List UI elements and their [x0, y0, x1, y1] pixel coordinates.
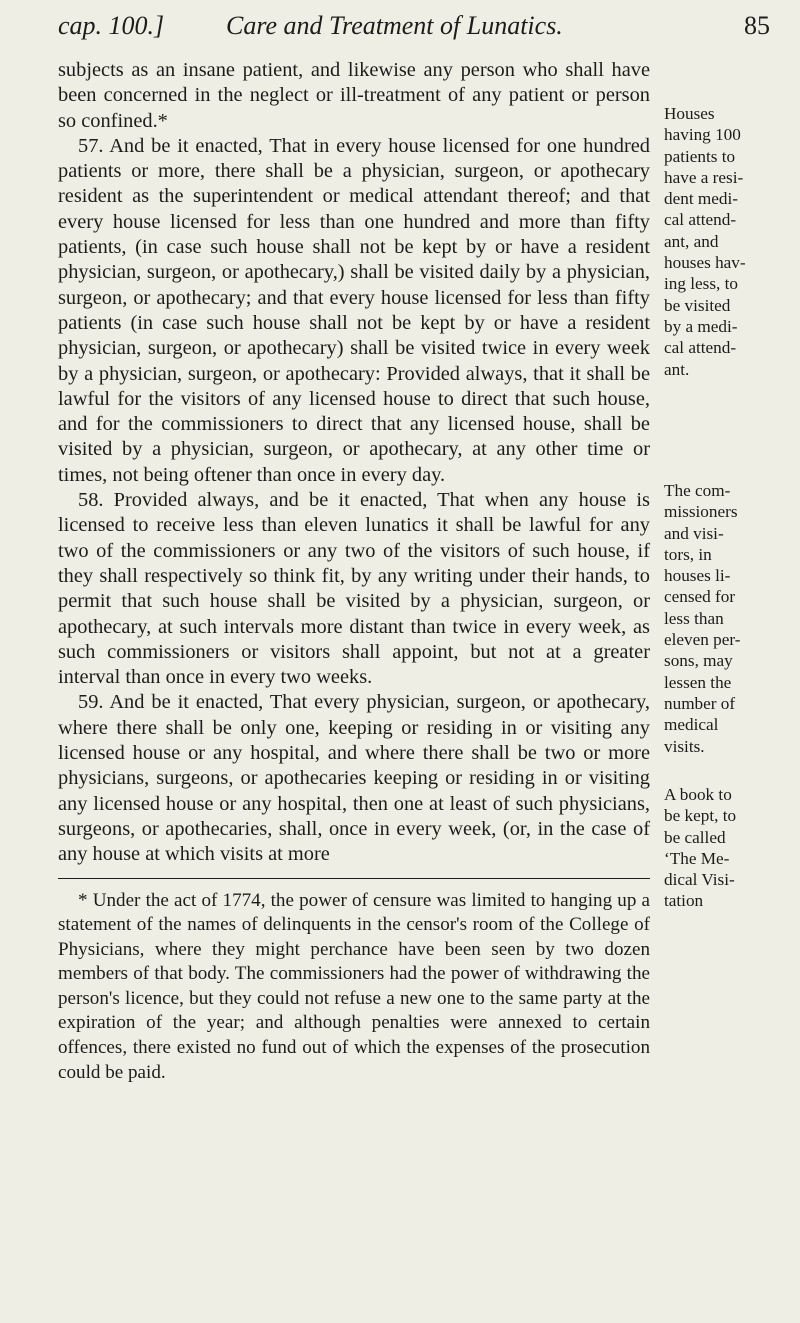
margin-note-line: censed for [664, 587, 736, 607]
margin-note-line: missioners [664, 502, 738, 522]
margin-note-line: Houses [664, 104, 715, 123]
margin-note-line: cal attend- [664, 210, 737, 230]
margin-note-line: and visi- [664, 523, 724, 543]
footnote-divider [58, 878, 650, 879]
margin-note-line: visits. [664, 736, 705, 756]
margin-note-line: houses hav- [664, 253, 746, 273]
margin-note-line: be called [664, 827, 726, 847]
chapter-reference: cap. 100.] [58, 11, 165, 40]
margin-note-line: dent medi- [664, 189, 738, 209]
margin-note-line: tation [664, 891, 704, 911]
margin-note-line: ant. [664, 359, 690, 379]
paragraph-section-57: 57. And be it enacted, That in every house licensed for one hundred patients or more, there shall be a physician, surgeon, or apothecary resident as the superintendent or medical attendant thereof; and that every house licensed for less than one hundred and more than fifty patients, (in case such house shall not be kept by or have a resident physician, surgeon, or apothecary,) shall be visited daily by a physician, surgeon, or apothecary; and that every house licensed for less than fifty patients (in case such house shall not be kept by or have a resident physician, surgeon, or apothecary) shall be visited twice in every week by a physician, surgeon, or apothecary: Provided always, that it shall be lawful for the visitors of any licensed house to direct that such house, and for the commissioners to direct that any licensed house, shall be visited by a physician, surgeon, or apothecary, at any other time or times, not being oftener than once in every day. [58, 134, 650, 486]
margin-note-line: tors, in [664, 544, 712, 564]
margin-note-medical-visitation-book [664, 784, 786, 912]
margin-note-line: having 100 [664, 125, 741, 145]
running-title: Care and Treatment of Lunatics. [226, 11, 563, 40]
margin-note-line: The com- [664, 481, 731, 500]
margin-note-resident-attendant [664, 103, 786, 380]
margin-note-line: dical Visi- [664, 870, 735, 890]
margin-note-commissioners-visitors [664, 480, 786, 757]
margin-note-line: less than [664, 608, 724, 628]
margin-note-line: A book to [664, 785, 732, 804]
paragraph-section-58: 58. Provided always, and be it enacted, That when any house is licensed to receive less than eleven lunatics it shall be lawful for any two of the commissioners or any two of the visitors of such house, if they shall respectively so think fit, by any writing under their hands, to permit that such house shall be visited by a physician, surgeon, or apothecary, at such intervals more distant than twice in every week, as such commissioners or visitors shall appoint, but not at a greater interval than once in every two weeks. [58, 489, 650, 689]
margin-note-line: be visited [664, 295, 731, 315]
margin-note-line: houses li- [664, 566, 731, 586]
margin-note-line: have a resi- [664, 167, 744, 187]
page-number: 85 [744, 11, 770, 40]
margin-note-line: medical [664, 715, 719, 735]
page-header [58, 10, 770, 42]
margin-note-line: ant, and [664, 231, 719, 251]
margin-note-line: eleven per- [664, 630, 741, 650]
paragraph-intro: subjects as an insane patient, and likewise any person who shall have been concerned in the neglect or ill-treatment of any patient or person so confined.* [58, 59, 650, 132]
margin-note-line: number of [664, 693, 736, 713]
margin-note-line: patients to [664, 146, 736, 166]
margin-note-line: be kept, to [664, 806, 737, 826]
margin-note-line: by a medi- [664, 316, 738, 336]
margin-note-line: lessen the [664, 672, 732, 692]
footnote: * Under the act of 1774, the power of censure was limited to hanging up a statement of the names of delinquents in the censor's room of the College of Physicians, where they might perchance have been seen by two dozen members of that body. The commissioners had the power of withdrawing the person's licence, but they could not refuse a new one to the same party at the expiration of the year; and although penalties were annexed to certain offences, there existed no fund out of which the expenses of the prosecution could be paid. [58, 889, 650, 1083]
margin-note-line: ‘The Me- [664, 848, 730, 868]
main-text-column [58, 58, 650, 1085]
margin-note-line: sons, may [664, 651, 733, 671]
margin-note-line: cal attend- [664, 338, 737, 358]
margin-note-line: ing less, to [664, 274, 739, 294]
paragraph-section-59: 59. And be it enacted, That every physician, surgeon, or apothecary, where there shall be only one, keeping or residing in or visiting any licensed house or any hospital, and where there shall be two or more physicians, surgeons, or apothecaries keeping or residing in or visiting any licensed house or any hospital, then one at least of such physicians, surgeons, or apothecaries, shall, once in every week, (or, in the case of any house at which visits at more [58, 691, 650, 866]
